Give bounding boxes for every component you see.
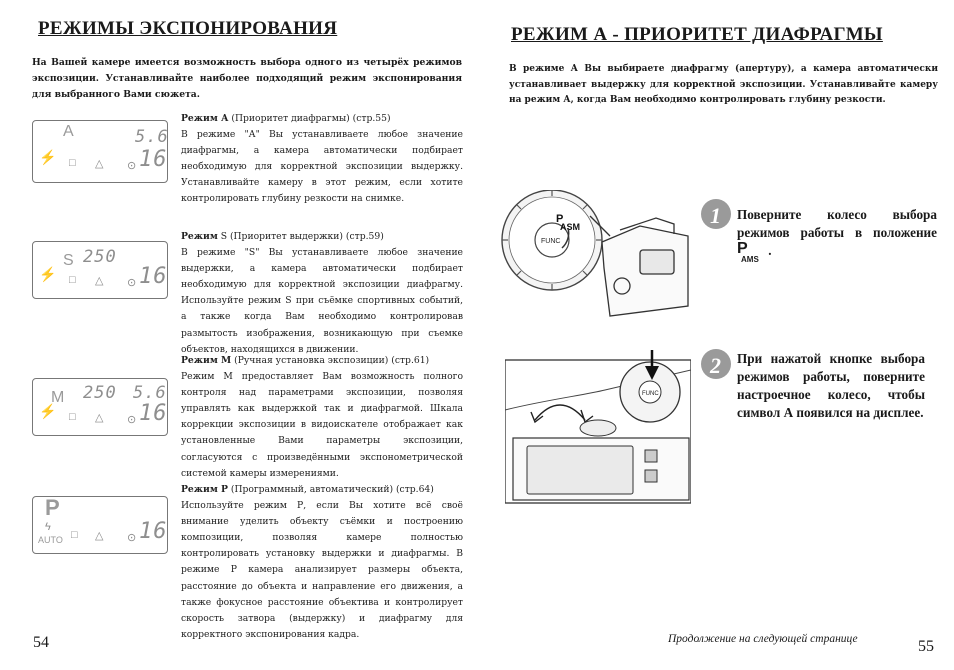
- mode-s-title-bold: Режим: [181, 231, 218, 242]
- pams-symbol-p: P: [737, 240, 748, 257]
- flash-icon: ϟ: [45, 521, 51, 533]
- dial-func-label: FUNC: [541, 238, 561, 245]
- flash-off-icon: ⚡: [39, 403, 57, 419]
- triangle-icon: △: [95, 530, 104, 542]
- flash-off-icon: ⚡: [39, 266, 57, 282]
- mode-a-block: [181, 111, 463, 208]
- lcd-mode-letter: M: [51, 389, 65, 406]
- step-1-tail: .: [765, 243, 772, 258]
- step-2-text: При нажатой кнопке выбора режимов работы, поверните настроечное колесо, чтобы символ А появился на дисплее.: [737, 351, 925, 420]
- lcd-ev-value: 16: [139, 519, 168, 544]
- left-page-intro: На Вашей камере имеется возможность выбора одного из четырёх режимов экспозиции. Устанавливайте наиболее подходящий режим экспонирования для выбранного Вами сюжета.: [32, 57, 462, 100]
- step-1-badge: [700, 197, 732, 231]
- lcd-mode-letter: S: [63, 252, 74, 269]
- lcd-mode-letter: A: [63, 123, 74, 140]
- mode-a-title-ref: (Приоритет диафрагмы) (стр.55): [228, 113, 391, 124]
- triangle-icon: △: [95, 412, 104, 424]
- mode-dial: [502, 190, 602, 290]
- lcd-mode-a: [32, 120, 168, 183]
- mode-a-title-bold: Режим А: [181, 113, 229, 124]
- dial-2-func-label: FUNC: [642, 391, 659, 397]
- left-page-heading: РЕЖИМЫ ЭКСПОНИРОВАНИЯ: [38, 18, 338, 39]
- frame-icon: □: [69, 411, 76, 423]
- mode-s-title-ref: S (Приоритет выдержки) (стр.59): [217, 231, 384, 242]
- mode-dial-camera-illustration: [490, 190, 694, 320]
- right-page-intro: В режиме А Вы выбираете диафрагму (апертуру), а камера автоматически устанавливает выдержку для корректной экспозиции. Устанавливайте камеру на режим А, когда Вам необходимо контролировать глубину резкости.: [509, 64, 938, 105]
- step-1-text: [737, 206, 937, 264]
- lcd-mode-s: [32, 241, 168, 299]
- mode-m-body: Режим М предоставляет Вам возможность полного контроля над параметрами экспозиции, позволяя управлять как выдержкой так и диафрагмой. Шкала коррекции экспозиции в видоискателе отображает как установленные Вами параметры экспозиции, согласуются с произведёнными экспонометрической системой камеры измерениями.: [181, 371, 463, 479]
- mode-m-title-ref: (Ручная установка экспозиции) (стр.61): [231, 355, 430, 366]
- mode-m-block: [181, 353, 463, 482]
- step-2-badge: [700, 347, 732, 381]
- flash-off-icon: ⚡: [39, 149, 57, 165]
- mode-p-body: Используйте режим Р, если Вы хотите всё своё внимание уделить объекту съёмки и построению композиции, позволяя камере полностью контролировать установку выдержки и диафрагмы. В режиме Р камера анализирует размеры объекта, расстояние до объекта и направление его движения, а также фокусное расстояние объектива и контролирует скорость затвора (выдержку) и диафрагму для корректного экспонирования кадра.: [181, 500, 463, 640]
- step-1-instruction: Поверните колесо выбора режимов работы в положение: [737, 207, 937, 240]
- triangle-icon: △: [95, 275, 104, 287]
- mode-a-title: [181, 111, 463, 127]
- pams-symbol: [737, 240, 765, 264]
- frame-icon: □: [69, 157, 76, 169]
- mode-m-title: [181, 353, 463, 369]
- lcd-ev-value: 16: [139, 147, 168, 172]
- lcd-mode-letter: P: [45, 495, 60, 520]
- lcd-ev-value: 16: [139, 401, 168, 426]
- lcd-aperture-value: 5.6: [135, 127, 169, 147]
- target-icon: ⊙: [127, 532, 137, 544]
- mode-s-title: [181, 229, 463, 245]
- step-1-number: 1: [710, 203, 721, 228]
- lcd-aperture-value: 5.6: [133, 383, 167, 403]
- mode-a-body: В режиме "А" Вы устанавливаете любое значение диафрагмы, а камера автоматически подбирает необходимую для корректной экспозиции выдержку. Устанавливайте камеру в этот режим, если хотите контролировать глубину резкости на снимке.: [181, 129, 463, 205]
- lcd-mode-m: [32, 378, 168, 436]
- mode-s-block: [181, 229, 463, 358]
- mode-p-block: [181, 482, 463, 643]
- mode-s-body: В режиме "S" Вы устанавливаете любое значение выдержки, а камера автоматически подбирает необходимую для корректной экспозиции диафрагму. Используйте режим S при съёмке спортивных событий, а также когда Вам необходимо контролировав размытость изображения, возникающую при съемке объектов, находящихся в движении.: [181, 247, 463, 355]
- lcd-ev-value: 16: [139, 264, 168, 289]
- camera-body: [590, 216, 688, 316]
- lcd-mode-p: [32, 496, 168, 554]
- frame-icon: □: [71, 529, 78, 541]
- mode-p-title: [181, 482, 463, 498]
- dial-p-label: P: [556, 213, 564, 225]
- lcd-shutter-value: 250: [83, 247, 117, 267]
- target-icon: ⊙: [127, 277, 137, 289]
- step-2-number: 2: [710, 353, 721, 378]
- pams-symbol-ams: AMS: [741, 255, 759, 264]
- target-icon: ⊙: [127, 160, 137, 172]
- camera-top-illustration: [505, 350, 691, 505]
- frame-icon: □: [69, 274, 76, 286]
- lcd-auto-label: AUTO: [38, 535, 63, 545]
- mode-m-title-bold: Режим М: [181, 355, 232, 366]
- lcd-shutter-value: 250: [83, 383, 117, 403]
- right-page-number: 55: [918, 638, 934, 655]
- target-icon: ⊙: [127, 414, 137, 426]
- dial-asm-label: ASM: [560, 222, 580, 232]
- left-page-number: 54: [33, 634, 49, 651]
- mode-p-title-ref: (Программный, автоматический) (стр.64): [227, 484, 434, 495]
- mode-p-title-bold: Режим Р: [181, 484, 228, 495]
- right-page-heading: РЕЖИМ А - ПРИОРИТЕТ ДИАФРАГМЫ: [511, 24, 883, 45]
- continued-note: Продолжение на следующей странице: [668, 633, 858, 645]
- triangle-icon: △: [95, 158, 104, 170]
